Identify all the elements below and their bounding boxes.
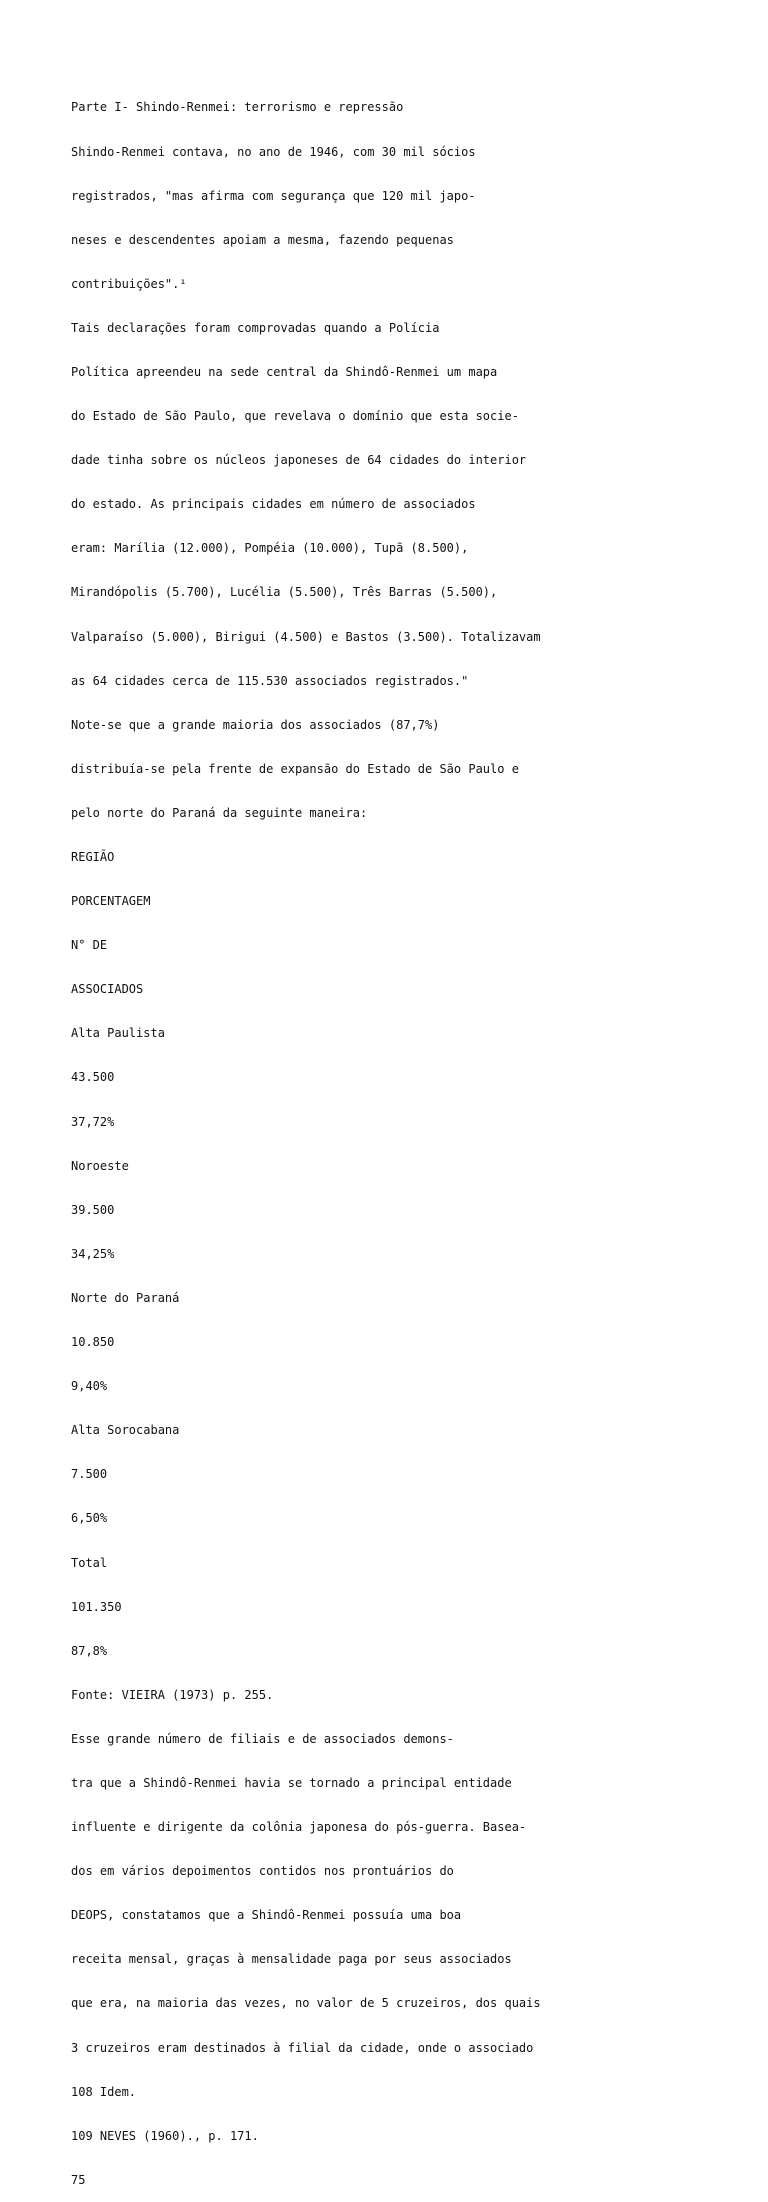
text-line: pelo norte do Paraná da seguinte maneira: [71, 805, 368, 820]
table-cell-value: 101.350 [71, 1599, 122, 1614]
table-cell-value: 10.850 [71, 1335, 115, 1350]
table-cell-value: 39.500 [71, 1202, 115, 1217]
table-cell-region: Total [71, 1555, 108, 1570]
text-line: registrados, "mas afirma com segurança que 120 mil japo- [71, 188, 476, 203]
text-line: dade tinha sobre os núcleos japoneses de 64 cidades do interior [71, 453, 527, 468]
text-line: Shindo-Renmei contava, no ano de 1946, com 30 mil sócios [71, 144, 476, 159]
table-cell-value: 9,40% [71, 1379, 108, 1394]
text-line: Valparaíso (5.000), Birigui (4.500) e Bastos (3.500). Totalizavam [71, 629, 541, 644]
text-line: as 64 cidades cerca de 115.530 associados registrados." [71, 673, 469, 688]
document-page [71, 71, 751, 2202]
text-line: contribuições".¹ [71, 276, 187, 291]
table-cell-value: 34,25% [71, 1246, 115, 1261]
text-line: Tais declarações foram comprovadas quando a Polícia [71, 320, 440, 335]
text-line: tra que a Shindô-Renmei havia se tornado a principal entidade [71, 1775, 512, 1790]
footnote: 109 NEVES (1960)., p. 171. [71, 2128, 259, 2143]
text-line: dos em vários depoimentos contidos nos prontuários do [71, 1864, 454, 1879]
text-line: influente e dirigente da colônia japonesa do pós-guerra. Basea- [71, 1820, 527, 1835]
table-cell-value: 6,50% [71, 1511, 108, 1526]
table-cell-value: 43.500 [71, 1070, 115, 1085]
table-cell-region: Alta Paulista [71, 1026, 165, 1041]
text-line: distribuía-se pela frente de expansão do Estado de São Paulo e [71, 761, 519, 776]
page-number: 75 [71, 2172, 86, 2187]
text-line: eram: Marília (12.000), Pompéia (10.000), Tupã (8.500), [71, 541, 469, 556]
table-header-region: REGIÃO [71, 850, 115, 864]
text-line: Note-se que a grande maioria dos associados (87,7%) [71, 717, 440, 732]
table-cell-region: Alta Sorocabana [71, 1423, 180, 1438]
text-line: Política apreendeu na sede central da Shindô-Renmei um mapa [71, 364, 498, 379]
table-cell-value: 7.500 [71, 1467, 108, 1482]
table-header-count: N° DE [71, 938, 108, 953]
text-line: neses e descendentes apoiam a mesma, fazendo pequenas [71, 232, 454, 247]
footnote: 108 Idem. [71, 2084, 137, 2099]
text-line: do estado. As principais cidades em número de associados [71, 497, 476, 512]
text-line: Parte I- Shindo-Renmei: terrorismo e repressão [71, 100, 404, 115]
text-line: Mirandópolis (5.700), Lucélia (5.500), Três Barras (5.500), [71, 585, 498, 600]
table-header-count: ASSOCIADOS [71, 982, 144, 997]
text-line: que era, na maioria das vezes, no valor de 5 cruzeiros, dos quais [71, 1996, 541, 2011]
text-line: DEOPS, constatamos que a Shindô-Renmei possuía uma boa [71, 1908, 462, 1923]
table-cell-region: Norte do Paraná [71, 1290, 180, 1305]
table-source: Fonte: VIEIRA (1973) p. 255. [71, 1687, 274, 1702]
text-line: receita mensal, graças à mensalidade paga por seus associados [71, 1952, 512, 1967]
text-line: do Estado de São Paulo, que revelava o domínio que esta socie- [71, 409, 519, 424]
table-cell-value: 87,8% [71, 1643, 108, 1658]
table-cell-value: 37,72% [71, 1114, 115, 1129]
table-header-percentage: PORCENTAGEM [71, 894, 151, 909]
text-line: Esse grande número de filiais e de associados demons- [71, 1731, 454, 1746]
table-cell-region: Noroeste [71, 1158, 129, 1173]
text-line: 3 cruzeiros eram destinados à filial da cidade, onde o associado [71, 2040, 534, 2055]
